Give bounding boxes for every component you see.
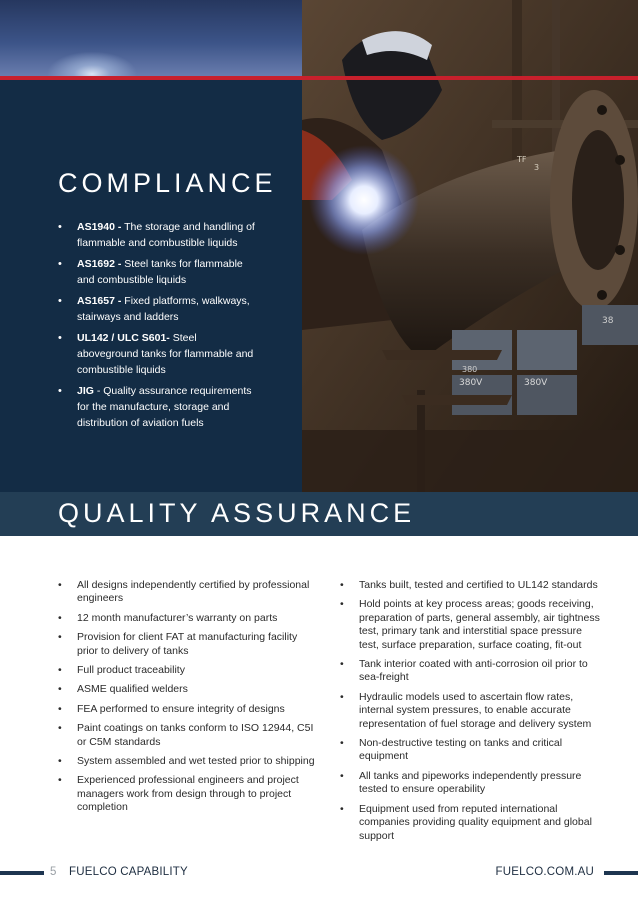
footer-website: FUELCO.COM.AU xyxy=(495,866,594,878)
list-item: • Paint coatings on tanks conform to ISO 12944, C5I or C5M standards xyxy=(58,722,316,749)
red-accent-line xyxy=(0,76,638,80)
list-item xyxy=(58,331,258,378)
standard-text: - Quality assurance requirements for the manufacture, storage and distribution of aviation fuels xyxy=(77,385,252,429)
photo-label-4: 380V xyxy=(524,378,548,388)
standard-text: Fixed platforms, walkways, stairways and ladders xyxy=(77,295,250,323)
footer-title: FUELCO CAPABILITY xyxy=(69,866,188,878)
qa-right-list xyxy=(340,579,602,849)
list-item: • Tanks built, tested and certified to UL142 standards xyxy=(340,579,602,592)
list-item: • ASME qualified welders xyxy=(58,683,316,696)
quality-assurance-title: QUALITY ASSURANCE xyxy=(58,498,416,528)
list-item: • All designs independently certified by professional engineers xyxy=(58,579,316,606)
list-item: • FEA performed to ensure integrity of designs xyxy=(58,703,316,716)
list-item: • Hold points at key process areas; goods receiving, preparation of parts, general assembly, air tightness test, primary tank and interstitial space pressure test, surface preparation, surface coating, fit-out xyxy=(340,598,602,652)
list-item xyxy=(58,220,258,252)
list-item xyxy=(58,384,258,431)
qa-left-list xyxy=(58,579,316,821)
photo-label-1: TF xyxy=(517,155,527,164)
standard-code: JIG xyxy=(77,385,94,398)
standard-text: The storage and handling of flammable and combustible liquids xyxy=(77,221,255,249)
standard-text: Steel tanks for flammable and combustible liquids xyxy=(77,258,243,286)
photo-label-2: 3 xyxy=(534,163,540,172)
footer-rule-left xyxy=(0,871,44,875)
photo-label-6: 380 xyxy=(462,365,478,374)
photo-label-5: 38 xyxy=(602,316,614,326)
standard-text: Steel aboveground tanks for flammable and combustible liquids xyxy=(77,332,254,376)
standard-code: AS1692 - xyxy=(77,258,122,271)
list-item xyxy=(58,294,258,326)
list-item: • Full product traceability xyxy=(58,664,316,677)
list-item: • Provision for client FAT at manufacturing facility prior to delivery of tanks xyxy=(58,631,316,658)
list-item: • System assembled and wet tested prior to shipping xyxy=(58,755,316,768)
list-item: • Non-destructive testing on tanks and critical equipment xyxy=(340,737,602,764)
standard-code: AS1940 - xyxy=(77,221,122,233)
welder-photo xyxy=(302,0,638,492)
list-item: • Tank interior coated with anti-corrosion oil prior to sea-freight xyxy=(340,658,602,685)
welder-photo-illustration xyxy=(302,0,638,492)
list-item: • Experienced professional engineers and project managers work from design through to project completion xyxy=(58,774,316,814)
standard-code: UL142 / ULC S601- xyxy=(77,332,170,345)
list-item xyxy=(58,257,258,289)
photo-label-3: 380V xyxy=(459,378,483,388)
sky-strip xyxy=(0,0,302,78)
compliance-list xyxy=(58,220,258,437)
list-item: • All tanks and pipeworks independently pressure tested to ensure operability xyxy=(340,770,602,797)
compliance-title: COMPLIANCE xyxy=(58,168,277,198)
standard-code: AS1657 - xyxy=(77,295,122,308)
footer-rule-right xyxy=(604,871,638,875)
list-item: • 12 month manufacturer’s warranty on parts xyxy=(58,612,316,625)
list-item: • Equipment used from reputed international companies providing quality equipment and global support xyxy=(340,803,602,843)
list-item: • Hydraulic models used to ascertain flow rates, internal system pressures, to enable accurate representation of fuel storage and delivery system xyxy=(340,691,602,731)
page-number: 5 xyxy=(50,866,57,878)
